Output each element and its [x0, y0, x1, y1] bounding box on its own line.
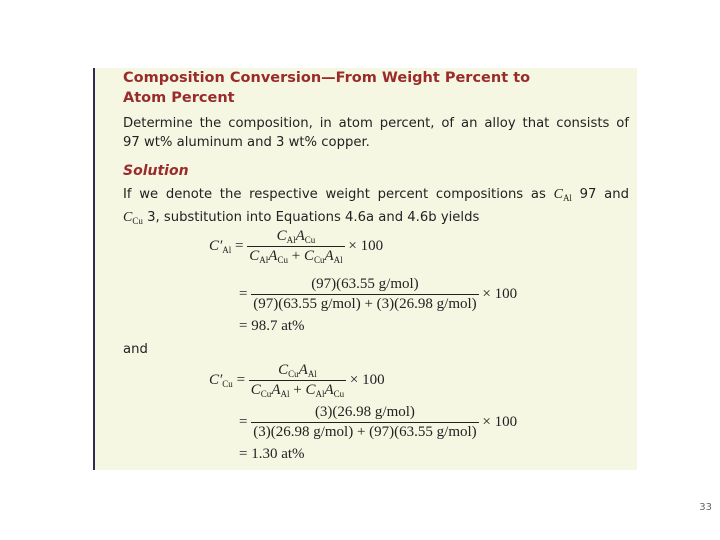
eq-al-den-b: A — [268, 248, 278, 264]
eq-cu-lhs: C′ — [209, 371, 223, 388]
eq-cu-numerator-symbolic — [249, 362, 346, 380]
equation-al-symbolic: $C'_{Al}$ = $\frac{C_{Al}A_{Cu}}{C_{Al}A_{Cu} + C_{Cu}A_{Al}}$ × 100 — [209, 228, 384, 265]
eq-cu-numerator-numeric: (3)(26.98 g/mol) — [314, 404, 415, 420]
eq-cu-fraction-numeric — [251, 404, 478, 441]
eq-cu-num-b: A — [298, 362, 308, 378]
solution-intro-text: If we denote the respective weight percent compositions as — [123, 187, 546, 202]
example-title-line1: Composition Conversion—From Weight Percent to — [123, 70, 531, 86]
eq-al-den-d: A — [324, 248, 334, 264]
eq-cu-den-b: A — [271, 382, 281, 398]
eq-cu-den-d-sub: Cu — [333, 389, 345, 399]
eq-cu-den-b-sub: Al — [280, 389, 290, 399]
eq-al-den-c-sub: Cu — [313, 255, 325, 265]
eq-cu-den-c-sub: Al — [315, 389, 325, 399]
solution-heading: Solution — [123, 163, 189, 179]
eq-cu-den-plus: + — [289, 382, 306, 398]
eq-cu-num-b-sub: Al — [307, 369, 317, 379]
eq-al-num-b-sub: Cu — [304, 235, 316, 245]
eq-al-num-b: A — [295, 228, 305, 244]
example-panel — [93, 68, 637, 470]
eq-al-num-a: C — [276, 228, 287, 244]
equation-al-numeric: = $\frac{\text{(97)(63.55 g/mol)}}{\text{(97)(63.55 g/mol) + (3)(26.98 g/mol)}}$ × 100 — [239, 276, 518, 312]
equation-cu-symbolic: $C'_{Cu}$ = $\frac{C_{Cu}A_{Al}}{C_{Cu}A_{Al} + C_{Al}A_{Cu}}$ × 100 — [209, 362, 385, 399]
solution-intro-line1: If we denote the respective weight percent compositions as $C_{Al}$ 97 and — [123, 187, 629, 203]
equation-cu-result: = 1.30 at% — [239, 446, 305, 462]
eq-al-num-a-sub: Al — [286, 235, 296, 245]
eq-cu-denominator-symbolic — [249, 380, 346, 399]
problem-statement — [123, 114, 629, 152]
eq-cu-den-c: C — [305, 382, 316, 398]
eq-al-fraction-numeric — [251, 276, 478, 313]
eq-al-fraction-symbolic — [247, 228, 344, 265]
equation-cu-numeric: = $\frac{\text{(3)(26.98 g/mol)}}{\text{(3)(26.98 g/mol) + (97)(63.55 g/mol)}}$ × 100 — [239, 404, 518, 440]
eq-al-den-d-sub: Al — [333, 255, 343, 265]
eq-al-times100-b: × 100 — [482, 285, 518, 302]
eq-al-numerator-numeric: (97)(63.55 g/mol) — [311, 276, 419, 292]
equation-al-result: = 98.7 at% — [239, 318, 305, 334]
eq-cu-denominator-numeric: (3)(26.98 g/mol) + (97)(63.55 g/mol) — [253, 424, 477, 440]
eq-al-den-a-sub: Al — [259, 255, 269, 265]
eq-cu-den-d: A — [324, 382, 334, 398]
solution-intro-line2-text: 3, substitution into Equations 4.6a and 4.6b yields — [147, 210, 480, 225]
solution-intro — [123, 185, 629, 231]
eq-al-denominator-numeric: (97)(63.55 g/mol) + (3)(26.98 g/mol) — [253, 296, 477, 312]
eq-cu-times100-a: × 100 — [349, 371, 385, 388]
example-title — [123, 68, 623, 108]
eq-al-den-plus: + — [287, 248, 304, 264]
problem-line1: Determine the composition, in atom percent, of an alloy that consists of — [123, 116, 629, 131]
problem-line2: 97 wt% aluminum and 3 wt% copper. — [123, 135, 370, 150]
eq-cu-den-a-sub: Cu — [260, 389, 272, 399]
eq-al-times100-a: × 100 — [348, 237, 384, 254]
example-title-line2: Atom Percent — [123, 90, 235, 106]
eq-cu-num-a: C — [278, 362, 289, 378]
solution-intro-line2: $C_{Cu}$ 3, substitution into Equations 4.6a and 4.6b yields — [123, 210, 480, 226]
eq-cu-times100-b: × 100 — [482, 413, 518, 430]
eq-al-den-b-sub: Cu — [277, 255, 288, 265]
page-number: 33 — [699, 502, 712, 513]
solution-intro-al-value: 97 and — [579, 187, 629, 202]
eq-al-den-a: C — [249, 248, 260, 264]
and-word: and — [123, 342, 148, 357]
eq-cu-num-a-sub: Cu — [288, 369, 299, 379]
eq-al-denominator-symbolic — [247, 246, 344, 265]
eq-cu-lhs-sub: Cu — [222, 378, 233, 389]
eq-cu-fraction-symbolic — [249, 362, 346, 399]
eq-cu-den-a: C — [250, 382, 261, 398]
eq-al-numerator-symbolic — [247, 228, 344, 246]
eq-al-den-c: C — [303, 248, 314, 264]
eq-al-lhs: C′ — [209, 237, 223, 254]
eq-al-lhs-sub: Al — [222, 244, 232, 255]
